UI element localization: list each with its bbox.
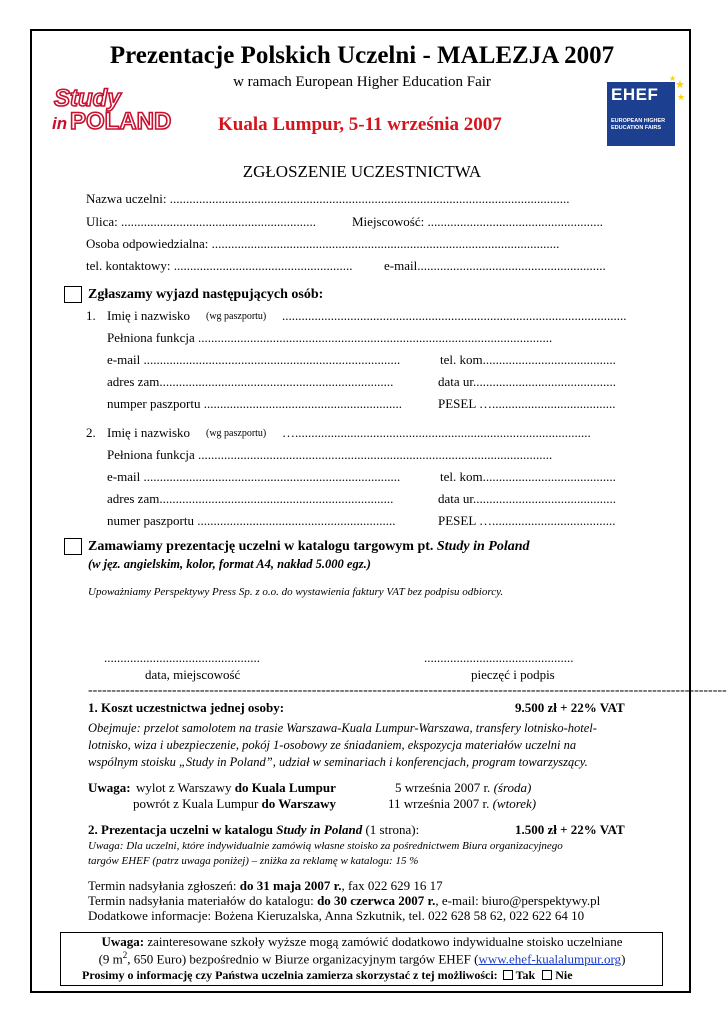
wylot-date xyxy=(395,780,531,796)
person1-email-field[interactable]: e-mail ............................................................................... xyxy=(107,352,401,367)
signature-stamp-dots[interactable]: .............................................. xyxy=(424,650,574,665)
person1-pesel-field[interactable]: PESEL …...................................... xyxy=(438,396,616,411)
bottom-uwaga: Uwaga: xyxy=(101,934,145,949)
person2-adres-field[interactable]: adres zam........................................................................ xyxy=(107,491,394,506)
person1-number: 1. xyxy=(86,308,96,323)
signature-stamp-label: pieczęć i podpis xyxy=(471,667,555,682)
person1-imie-note: (wg paszportu) xyxy=(206,311,267,322)
powrot-from: powrót z Kuala Lumpur xyxy=(133,796,259,811)
bottom-line3 xyxy=(82,968,573,983)
person2-email-field[interactable]: e-mail ............................................................................... xyxy=(107,469,401,484)
powrot-date xyxy=(388,796,536,812)
signature-date-label: data, miejscowość xyxy=(145,667,241,682)
bottom-question: Prosimy o informację czy Państwa uczelnia zamierza skorzystać z tej możliwości: xyxy=(82,968,498,982)
cost2-price: 1.500 zł + 22% VAT xyxy=(515,822,625,837)
powrot-text xyxy=(133,796,336,812)
wylot-to: do Kuala Lumpur xyxy=(234,780,336,795)
person2-pesel-field[interactable]: PESEL …...................................... xyxy=(438,513,616,528)
cost1-price: 9.500 zł + 22% VAT xyxy=(515,700,625,715)
field-osoba-odpowiedzialna[interactable]: Osoba odpowiedzialna: ........................................................................................................... xyxy=(86,236,560,251)
signature-date-dots[interactable]: ................................................ xyxy=(104,650,260,665)
authorization-note: Upoważniamy Perspektywy Press Sp. z o.o. do wystawienia faktury VAT bez podpisu odbiorcy. xyxy=(88,586,504,598)
contact-info: Dodatkowe informacje: Bożena Kieruzalska, Anna Szkutnik, tel. 022 628 58 62, 022 622 64 10 xyxy=(88,908,585,923)
cost2-desc-line1: Uwaga: Dla uczelni, które indywidualnie zamówią własne stoisko za pośrednictwem Biura organizacyjnego xyxy=(88,840,563,852)
deadline-materialy xyxy=(88,893,600,909)
person2-dataur-field[interactable]: data ur............................................ xyxy=(438,491,617,506)
section-wyjazd-label: Zgłaszamy wyjazd następujących osób: xyxy=(88,287,324,302)
option-tak-label: Tak xyxy=(515,968,536,982)
cost2-label xyxy=(88,822,419,838)
option-nie-label: Nie xyxy=(555,968,573,982)
person2-imie-field[interactable]: …........................................................................................... xyxy=(282,425,591,440)
star-icon: ★ xyxy=(675,79,685,91)
ehef-logo-title: EHEF xyxy=(611,85,659,104)
bottom-line2-a: (9 m xyxy=(98,951,123,967)
powrot-day: (wtorek) xyxy=(492,796,537,811)
field-ulica[interactable]: Ulica: ............................................................ xyxy=(86,214,317,229)
uwaga-label: Uwaga: xyxy=(88,780,131,795)
cost1-desc-line3: wspólnym stoisku „Study in Poland”, udział w seminariach i konferencjach, program towarzyszący. xyxy=(88,755,588,769)
star-icon: ★ xyxy=(677,92,686,102)
person1-imie-field[interactable]: .......................................................................................................... xyxy=(282,308,627,323)
person1-adres-field[interactable]: adres zam........................................................................ xyxy=(107,374,394,389)
page-subtitle: w ramach European Higher Education Fair xyxy=(233,74,491,90)
bottom-line2-b: , 650 Euro) bezpośrednio w Biurze organizacyjnym targów EHEF ( xyxy=(127,951,479,967)
cost1-label: 1. Koszt uczestnictwa jednej osoby: xyxy=(88,700,285,715)
checkbox-wyjazd[interactable] xyxy=(64,286,82,303)
field-nazwa-uczelni[interactable]: Nazwa uczelni: ........................................................................................................................... xyxy=(86,191,570,206)
deadline1-fax: , fax 022 629 16 17 xyxy=(341,878,443,893)
section-katalog-text: Zamawiamy prezentację uczelni w katalogu targowym pt. xyxy=(88,539,434,554)
logo-poland-word: POLAND xyxy=(70,108,172,135)
wylot-from: wylot z Warszawy xyxy=(136,780,232,795)
cost2-label-a: 2. Prezentacja uczelni w katalogu xyxy=(88,822,273,837)
person1-telkom-field[interactable]: tel. kom......................................... xyxy=(440,352,616,367)
wylot-day: (środa) xyxy=(493,780,532,795)
checkbox-katalog[interactable] xyxy=(64,538,82,555)
bottom-line2 xyxy=(0,950,724,967)
cost1-desc-line1: Obejmuje: przelot samolotem na trasie Warszawa-Kuala Lumpur-Warszawa, transfery lotnisko-hotel- xyxy=(88,721,597,735)
logo-in-word: in xyxy=(52,114,68,133)
ehef-logo-subtitle: EUROPEAN HIGHER EDUCATION FAIRS xyxy=(611,118,666,131)
deadline1-date: do 31 maja 2007 r. xyxy=(239,878,342,893)
section-heading: ZGŁOSZENIE UCZESTNICTWA xyxy=(242,162,482,181)
event-location-date: Kuala Lumpur, 5-11 września 2007 xyxy=(218,114,502,135)
cost2-label-b: Study in Poland xyxy=(276,822,363,837)
person1-funkcja-field[interactable]: Pełniona funkcja ............................................................................................................. xyxy=(107,330,553,345)
bottom-line2-c: ) xyxy=(621,951,626,967)
deadline2-date: do 30 czerwca 2007 r. xyxy=(317,893,436,908)
bottom-line2-sup: 2 xyxy=(122,950,128,960)
person1-paszport-field[interactable]: numper paszportu ............................................................. xyxy=(107,396,403,411)
wylot-date-value: 5 września 2007 r. xyxy=(395,780,491,795)
person1-dataur-field[interactable]: data ur............................................ xyxy=(438,374,617,389)
field-email[interactable]: e-mail.......................................................... xyxy=(384,258,606,273)
ehef-logo xyxy=(607,74,687,146)
deadline2-email: , e-mail: biuro@perspektywy.pl xyxy=(435,893,601,908)
study-in-poland-logo xyxy=(50,84,194,134)
bottom-line1-text: zainteresowane szkoły wyższe mogą zamówić dodatkowo indywidualne stoisko uczelniane xyxy=(147,934,623,949)
star-icon: ★ xyxy=(669,74,677,83)
powrot-to: do Warszawy xyxy=(261,796,337,811)
person2-funkcja-field[interactable]: Pełniona funkcja ............................................................................................................. xyxy=(107,447,553,462)
section-katalog-note: (w jęz. angielskim, kolor, format A4, nakład 5.000 egz.) xyxy=(88,557,371,571)
separator-dashes: ----------------------------------------------------------------------------------------------------------------------------------------- xyxy=(88,683,727,698)
deadline-zgloszenia xyxy=(88,878,443,894)
cost2-label-c: (1 strona): xyxy=(365,822,420,837)
powrot-date-value: 11 września 2007 r. xyxy=(388,796,490,811)
field-miejscowosc[interactable]: Miejscowość: ...................................................... xyxy=(352,214,603,229)
person2-paszport-field[interactable]: numer paszportu ............................................................. xyxy=(107,513,396,528)
checkbox-nie[interactable] xyxy=(542,970,552,980)
logo-study-word: Study xyxy=(54,85,121,112)
field-tel-kontaktowy[interactable]: tel. kontaktowy: ....................................................... xyxy=(86,258,353,273)
cost2-desc-line2: targów EHEF (patrz uwaga poniżej) – zniżka za reklamę w katalogu: 15 % xyxy=(88,855,419,867)
bottom-line1 xyxy=(0,934,724,950)
deadline1-label: Termin nadsyłania zgłoszeń: xyxy=(88,878,237,893)
person2-imie-note: (wg paszportu) xyxy=(206,428,267,439)
person2-number: 2. xyxy=(86,425,96,440)
section-katalog-title: Study in Poland xyxy=(436,539,530,554)
page-title: Prezentacje Polskich Uczelni - MALEZJA 2007 xyxy=(109,42,615,69)
person1-imie-label: Imię i nazwisko xyxy=(107,308,191,323)
section-katalog-label xyxy=(88,539,530,555)
checkbox-tak[interactable] xyxy=(503,970,513,980)
cost1-desc-line2: lotnisko, wiza i ubezpieczenie, pokój 1-osobowy ze śniadaniem, ekspozycja materiałów uczelni na xyxy=(88,738,577,752)
deadline2-label: Termin nadsyłania materiałów do katalogu: xyxy=(88,893,314,908)
person2-imie-label: Imię i nazwisko xyxy=(107,425,191,440)
person2-telkom-field[interactable]: tel. kom......................................... xyxy=(440,469,616,484)
wylot-text xyxy=(136,780,336,796)
ehef-website-link[interactable]: www.ehef-kualalumpur.org xyxy=(478,951,622,967)
